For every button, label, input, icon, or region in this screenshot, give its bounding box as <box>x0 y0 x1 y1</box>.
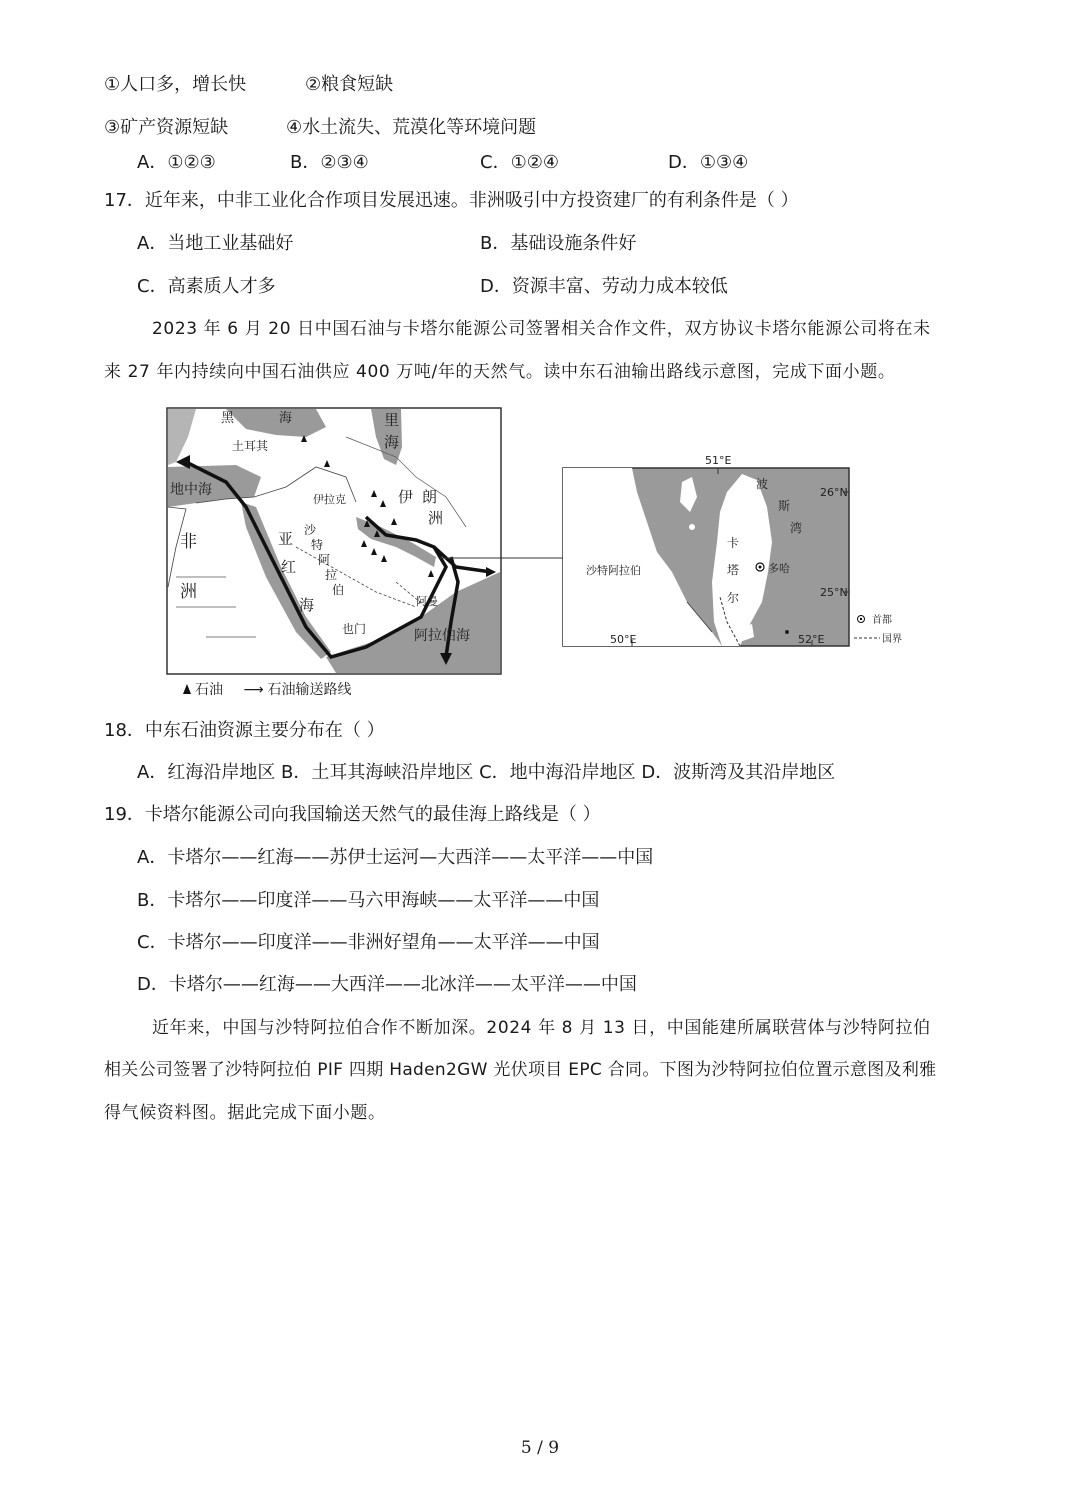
q16-item-2: ②粮食短缺 <box>305 74 394 95</box>
map-label-black: 黑 <box>221 411 235 426</box>
route-arrow-icon: ⟶ <box>243 682 264 698</box>
map-label-iran-1: 伊 <box>398 488 414 506</box>
map-label-saudi-3: 阿 <box>318 553 331 567</box>
inset-persian-2: 斯 <box>778 499 791 513</box>
passage1-line2: 来 27 年内持续向中国石油供应 400 万吨/年的天然气。读中东石油输出路线示意图，完成下面小题。 <box>104 362 896 382</box>
map-legend <box>183 677 352 703</box>
inset-saudi: 沙特阿拉伯 <box>586 564 641 577</box>
q19-option-a[interactable]: A．卡塔尔——红海——苏伊士运河—大西洋——太平洋——中国 <box>137 847 654 868</box>
q19-option-d[interactable]: D．卡塔尔——红海——大西洋——北冰洋——太平洋——中国 <box>137 974 637 995</box>
map-label-iran-2: 朗 <box>422 488 438 506</box>
passage1-line1: 2023 年 6 月 20 日中国石油与卡塔尔能源公司签署相关合作文件，双方协议卡塔尔能源公司将在未 <box>152 319 931 339</box>
inset-lon-51: 51°E <box>705 454 732 467</box>
passage2-line3: 得气候资料图。据此完成下面小题。 <box>104 1103 386 1123</box>
map-label-saudi-1: 沙 <box>304 523 317 537</box>
map-label-arabian-sea: 阿拉伯海 <box>414 628 470 644</box>
inset-legend-capital: 首都 <box>872 615 892 626</box>
inset-legend-border: 国界 <box>882 634 902 645</box>
inset-lon-52: 52°E <box>798 633 825 646</box>
inset-persian-1: 波 <box>756 477 769 491</box>
map-label-red-2: 海 <box>299 596 315 614</box>
q17-option-b[interactable]: B．基础设施条件好 <box>480 233 637 254</box>
inset-connector <box>440 548 564 568</box>
map-label-red-1: 红 <box>281 558 297 576</box>
inset-lat-26: 26°N <box>820 486 848 499</box>
q19-option-c[interactable]: C．卡塔尔——印度洋——非洲好望角——太平洋——中国 <box>137 932 600 953</box>
qatar-inset-map <box>562 452 912 652</box>
map-label-oman: 阿曼 <box>416 595 438 608</box>
passage2-line1: 近年来，中国与沙特阿拉伯合作不断加深。2024 年 8 月 13 日，中国能建所属联营体与沙特阿拉伯 <box>152 1018 931 1038</box>
map-label-mediterranean: 地中海 <box>170 482 212 498</box>
q16-option-d[interactable]: D．①③④ <box>668 152 749 173</box>
q17-option-d[interactable]: D．资源丰富、劳动力成本较低 <box>480 276 728 297</box>
q16-option-a[interactable]: A．①②③ <box>137 152 216 173</box>
q16-option-c[interactable]: C．①②④ <box>480 152 559 173</box>
q19-option-b[interactable]: B．卡塔尔——印度洋——马六甲海峡——太平洋——中国 <box>137 890 600 911</box>
q17-option-a[interactable]: A．当地工业基础好 <box>137 233 294 254</box>
map-label-turkey: 土耳其 <box>232 439 269 453</box>
page-number: 5 / 9 <box>520 1438 560 1458</box>
inset-doha: 多哈 <box>768 562 790 575</box>
q19-stem: 19．卡塔尔能源公司向我国输送天然气的最佳海上路线是（ ） <box>104 804 601 825</box>
legend-oil-label: 石油 <box>195 682 223 698</box>
map-label-asia-2: 亚 <box>278 530 294 548</box>
middle-east-oil-route-map <box>166 407 502 675</box>
q16-item-1: ①人口多，增长快 <box>104 74 247 95</box>
map-label-caspian-2: 海 <box>384 433 400 451</box>
oil-legend-icon <box>183 684 191 694</box>
map-label-saudi-2: 特 <box>311 538 324 552</box>
q17-stem: 17．近年来，中非工业化合作项目发展迅速。非洲吸引中方投资建厂的有利条件是（ ） <box>104 190 799 211</box>
inset-lat-25: 25°N <box>820 586 848 599</box>
q18-options[interactable]: A．红海沿岸地区 B．土耳其海峡沿岸地区 C．地中海沿岸地区 D．波斯湾及其沿岸地区 <box>137 762 836 783</box>
inset-qatar-2: 塔 <box>727 563 740 577</box>
passage2-line2: 相关公司签署了沙特阿拉伯 PIF 四期 Haden2GW 光伏项目 EPC 合同。下图为沙特阿拉伯位置示意图及利雅 <box>104 1060 937 1080</box>
map-label-sea: 海 <box>279 411 293 426</box>
legend-route-label: 石油输送路线 <box>267 682 352 698</box>
map-label-yemen: 也门 <box>342 622 367 636</box>
inset-qatar-3: 尔 <box>727 591 740 605</box>
map-label-africa-2: 洲 <box>180 582 197 602</box>
map-label-saudi-5: 伯 <box>332 583 345 597</box>
q18-stem: 18．中东石油资源主要分布在（ ） <box>104 720 385 741</box>
map-label-asia: 洲 <box>428 509 444 527</box>
q16-option-b[interactable]: B．②③④ <box>290 152 369 173</box>
map-label-saudi-4: 拉 <box>325 568 338 582</box>
q16-item-4: ④水土流失、荒漠化等环境问题 <box>286 117 537 138</box>
q17-option-c[interactable]: C．高素质人才多 <box>137 276 276 297</box>
map-label-caspian-1: 里 <box>384 411 400 429</box>
inset-lon-50: 50°E <box>610 633 637 646</box>
inset-persian-3: 湾 <box>790 521 803 535</box>
q16-item-3: ③矿产资源短缺 <box>104 117 229 138</box>
map-label-iraq: 伊拉克 <box>313 493 346 506</box>
inset-qatar-1: 卡 <box>727 536 740 550</box>
map-label-africa-1: 非 <box>180 532 197 552</box>
